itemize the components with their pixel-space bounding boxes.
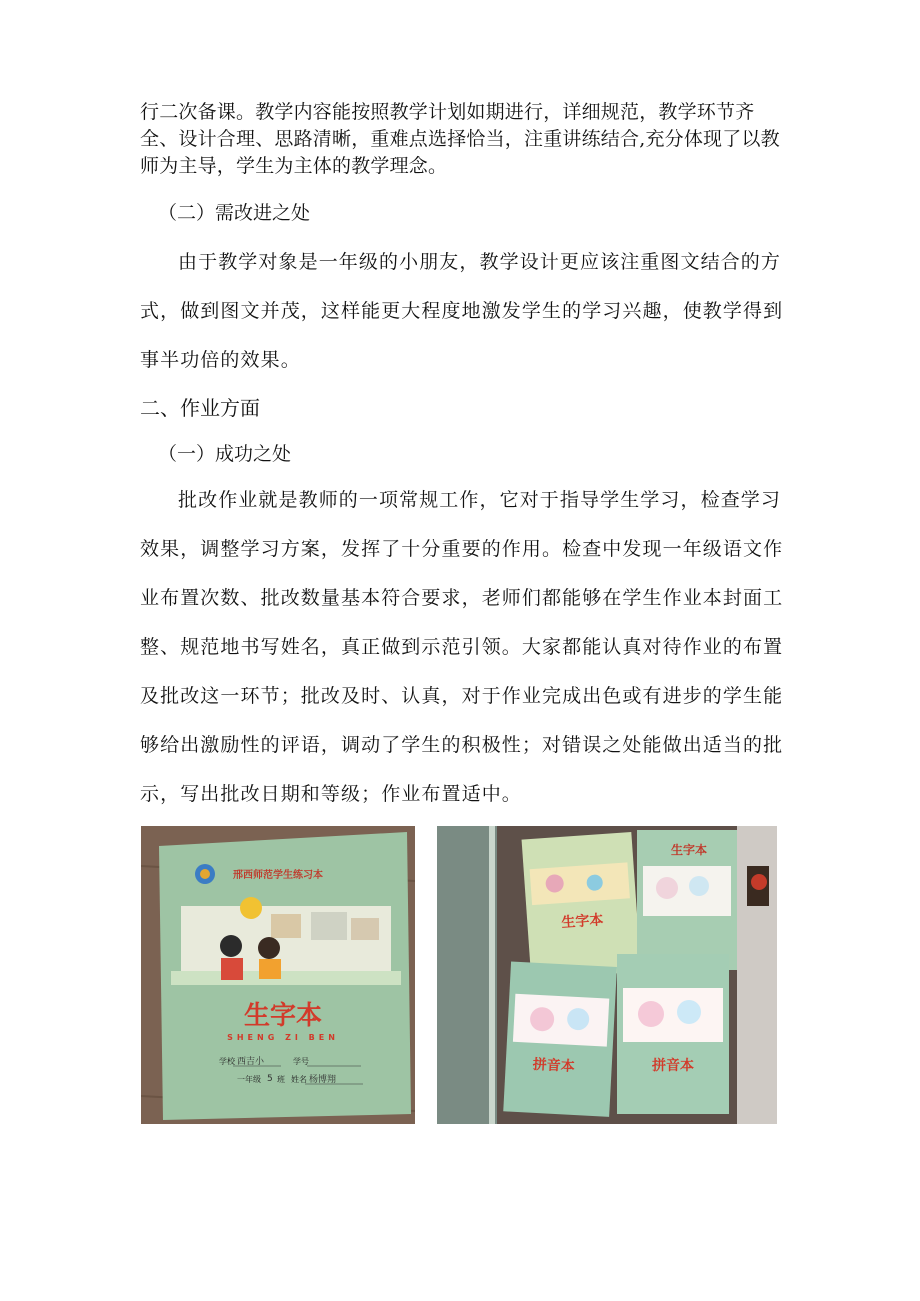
notebook-title-pinyin: SHENG ZI BEN xyxy=(227,1033,339,1042)
section-heading-homework: 二、作业方面 xyxy=(140,396,260,420)
number-label: 学号 xyxy=(293,1057,309,1066)
subheading-improve: （二）需改进之处 xyxy=(158,202,311,224)
photo-notebook-cover xyxy=(141,826,415,1124)
school-value: 西吉小 xyxy=(237,1057,265,1067)
stack-book-2-title: 拼音本 xyxy=(532,1056,576,1075)
stack-book-1-title: 生字本 xyxy=(560,912,604,932)
class-label: 班 xyxy=(277,1075,285,1084)
improve-paragraph: 由于教学对象是一年级的小朋友，教学设计更应该注重图文结合的方式，做到图文并茂，这样能更大程度地激发学生的学习兴趣，使教学得到事半功倍的效果。 xyxy=(140,251,784,371)
stack-book-3-title: 拼音本 xyxy=(652,1058,694,1074)
name-value: 杨博翔 xyxy=(309,1075,337,1085)
photo-notebook-stack xyxy=(437,826,777,1124)
notebook-publisher: 邢西师范学生练习本 xyxy=(233,870,323,881)
class-value: 5 xyxy=(267,1074,273,1084)
subheading-success: （一）成功之处 xyxy=(158,443,292,465)
notebook-title: 生字本 xyxy=(243,1001,323,1031)
school-label: 学校 xyxy=(219,1057,235,1066)
name-label: 姓名 xyxy=(291,1075,307,1084)
grade-label: 一年级 xyxy=(237,1075,261,1084)
intro-paragraph: 行二次备课。教学内容能按照教学计划如期进行，详细规范，教学环节齐全、设计合理、思路清晰，重难点选择恰当，注重讲练结合,充分体现了以教师为主导，学生为主体的教学理念。 xyxy=(140,101,780,177)
success-paragraph: 批改作业就是教师的一项常规工作，它对于指导学生学习，检查学习效果，调整学习方案，发挥了十分重要的作用。检查中发现一年级语文作业布置次数、批改数量基本符合要求，老师们都能够在学生作业本封面工整、规范地书写姓名，真正做到示范引领。大家都能认真对待作业的布置及批改这一环节；批改及时、认真，对于作业完成出色或有进步的学生能够给出激励性的评语，调动了学生的积极性；对错误之处能做出适当的批示，写出批改日期和等级；作业布置适中。 xyxy=(140,489,784,805)
stack-book-4-title: 生字本 xyxy=(670,843,708,857)
